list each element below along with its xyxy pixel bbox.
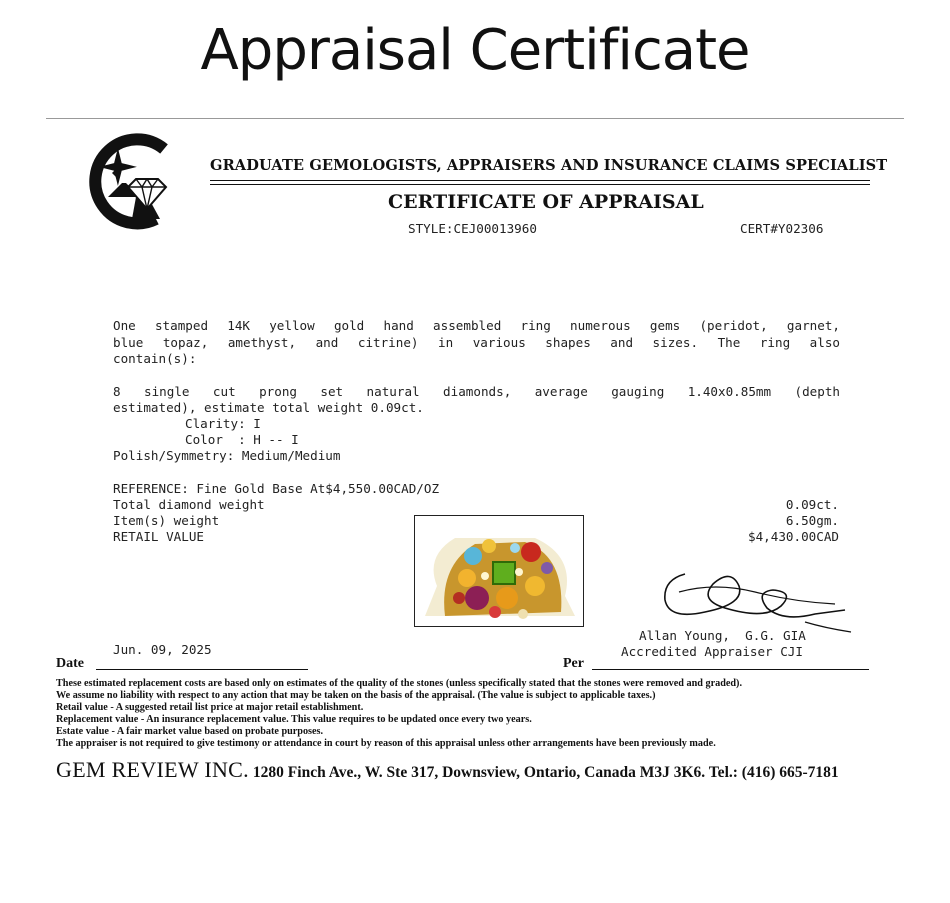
description-line-5: estimated), estimate total weight 0.09ct. <box>113 400 424 415</box>
color-grade: Color : H -- I <box>185 432 299 447</box>
top-divider <box>46 118 904 119</box>
retail-value-label: RETAIL VALUE <box>113 529 204 544</box>
retail-value-amount: $4,430.00CAD <box>748 529 839 544</box>
style-number: STYLE:CEJ00013960 <box>408 221 537 236</box>
disclaimer-line: Replacement value - An insurance replacement value. This value requires to be updated once every two years. <box>56 714 532 726</box>
disclaimer-block <box>56 678 742 751</box>
description-line-4: 8 single cut prong set natural diamonds, average gauging 1.40x0.85mm (depth <box>113 384 840 399</box>
header-rule-bottom <box>210 184 870 185</box>
appraisal-date: Jun. 09, 2025 <box>113 642 212 657</box>
date-label: Date <box>56 656 84 671</box>
per-line <box>592 669 869 670</box>
per-label: Per <box>563 656 584 671</box>
description-line-2: blue topaz, amethyst, and citrine) in various shapes and sizes. The ring also <box>113 335 840 350</box>
certificate-header-line: GRADUATE GEMOLOGISTS, APPRAISERS AND INSURANCE CLAIMS SPECIALIST <box>210 157 888 174</box>
disclaimer-line: These estimated replacement costs are based only on estimates of the quality of the stones (unless specifically stated that the stones were removed and graded). <box>56 678 742 689</box>
appraiser-title: Accredited Appraiser CJI <box>621 644 803 659</box>
disclaimer-line: Retail value - A suggested retail list price at major retail establishment. <box>56 702 364 714</box>
diamond-weight-value: 0.09ct. <box>785 497 839 512</box>
description-line-1: One stamped 14K yellow gold hand assembled ring numerous gems (peridot, garnet, <box>113 318 840 333</box>
appraiser-name: Allan Young, G.G. GIA <box>639 628 806 643</box>
disclaimer-line: The appraiser is not required to give testimony or attendance in court by reason of this appraisal unless other arrangements have been previously made. <box>56 738 716 750</box>
clarity-grade: Clarity: I <box>185 416 261 431</box>
description-line-3: contain(s): <box>113 351 197 366</box>
date-line <box>96 669 308 670</box>
header-rule-top <box>210 180 870 181</box>
cert-number: CERT#Y02306 <box>740 221 824 236</box>
disclaimer-line: Estate value - A fair market value based on probate purposes. <box>56 726 324 738</box>
company-name: GEM REVIEW INC. <box>56 757 249 782</box>
company-address: 1280 Finch Ave., W. Ste 317, Downsview, Ontario, Canada M3J 3K6. Tel.: (416) 665-7181 <box>252 764 839 781</box>
company-footer <box>56 757 839 783</box>
diamond-weight-label: Total diamond weight <box>113 497 265 512</box>
page-title: Appraisal Certificate <box>200 18 750 83</box>
item-weight-label: Item(s) weight <box>113 513 220 528</box>
item-weight-value: 6.50gm. <box>785 513 839 528</box>
polish-symmetry: Polish/Symmetry: Medium/Medium <box>113 448 341 463</box>
certificate-title: CERTIFICATE OF APPRAISAL <box>388 191 704 213</box>
gemologist-logo-icon <box>86 131 186 231</box>
reference-line: REFERENCE: Fine Gold Base At$4,550.00CAD/OZ <box>113 481 440 496</box>
ring-photo <box>414 515 584 627</box>
disclaimer-line: We assume no liability with respect to any action that may be taken on the basis of the appraisal. (The value is subject to applicable taxes.) <box>56 690 656 702</box>
